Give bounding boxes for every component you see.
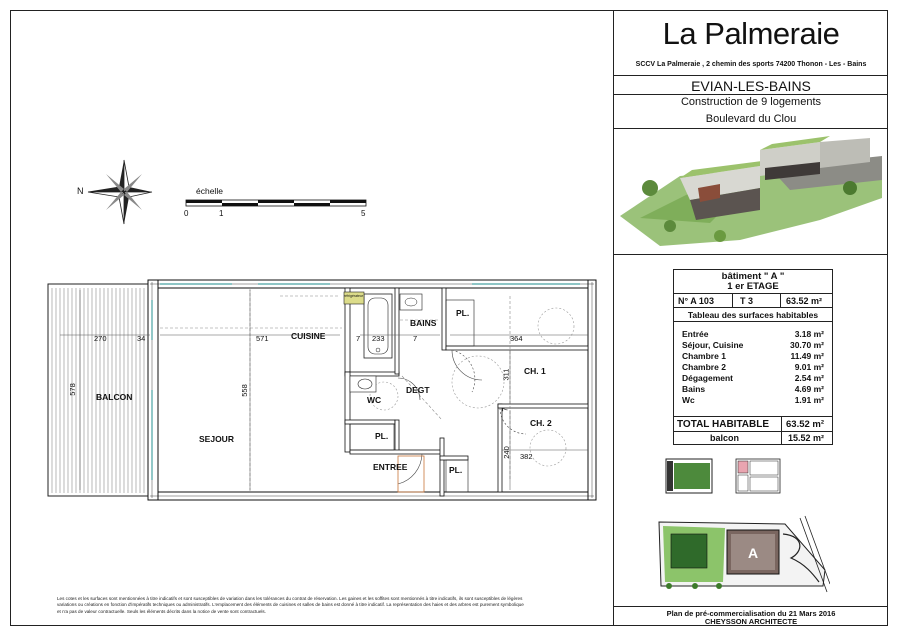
row-area: 9.01 m² [794, 362, 824, 372]
row-name: Chambre 1 [682, 351, 726, 361]
balcony-value: 15.52 m² [788, 433, 825, 443]
city-name: EVIAN-LES-BAINS [691, 78, 811, 94]
room-label-placard: PL. [449, 465, 463, 475]
disclaimer-text: Les cotes et les surfaces sont mentionnées à titre indicatifs et sont susceptibles de variation dans les tolérances du contrat de réservation. Les gaines et les soffites sont mentionnés à titre indicatifs, ils sont susceptibles de légères variations ou créations en fonction d'impératifs techniques ou administratifs. L'emplacement des éléments de cuisines et salles de bains est donné à titre indicatif. La représentation des haies et des arbres est purement symbolique et n'a pas de valeur contractuelle. Seuls les éléments décrits dans la notice de vente sont contractuels. [57, 596, 524, 614]
dimension-label: 240 [501, 446, 511, 459]
dimension-label: 578 [67, 383, 77, 396]
row-name: Chambre 2 [682, 362, 726, 372]
floor-label: 1 er ETAGE [727, 281, 779, 292]
plan-date: Plan de pré-commercialisation du 21 Mars 2016 [666, 609, 836, 618]
dimension-label: 311 [501, 368, 511, 381]
row-area: 3.18 m² [794, 329, 824, 339]
scale-tick: 0 [184, 209, 189, 218]
room-label-entree: ENTREE [373, 462, 408, 472]
total-value: 63.52 m² [786, 419, 825, 430]
room-label-cuisine: CUISINE [291, 331, 326, 341]
row-name: Wc [682, 395, 695, 405]
row-name: Bains [682, 384, 706, 394]
dimension-label: 364 [510, 334, 523, 343]
dimension-label: 7 [500, 407, 510, 412]
dimension-label: 233 [372, 334, 385, 343]
row-area: 11.49 m² [790, 351, 824, 361]
room-label-placard: PL. [456, 308, 470, 318]
total-label: TOTAL HABITABLE [677, 419, 770, 430]
row-area: 2.54 m² [794, 373, 824, 383]
room-label-placard: PL. [375, 431, 389, 441]
scale-tick: 1 [219, 209, 224, 218]
dimension-label: 7 [413, 334, 418, 343]
construction-text: Construction de 9 logements [680, 96, 822, 108]
row-name: Entrée [682, 329, 709, 339]
dimension-label: 7 [356, 334, 361, 343]
dimension-label: 270 [94, 334, 107, 343]
apartment-total: 63.52 m² [786, 296, 823, 306]
apartment-type: T 3 [740, 296, 754, 306]
dimension-label: 382 [520, 452, 533, 461]
site-building-label: A [747, 545, 759, 561]
room-label-wc: WC [367, 395, 382, 405]
section-title: Tableau des surfaces habitables [687, 310, 819, 320]
balcony-label: balcon [710, 433, 740, 443]
building-label: bâtiment " A " [721, 271, 785, 282]
room-label-balcon: BALCON [96, 392, 133, 402]
room-label-ch1: CH. 1 [524, 366, 546, 376]
row-area: 30.70 m² [789, 340, 824, 350]
dimension-label: 558 [239, 384, 249, 397]
room-label-ch2: CH. 2 [530, 418, 552, 428]
dimension-label: 571 [256, 334, 269, 343]
row-name: Séjour, Cuisine [682, 340, 744, 350]
row-area: 1.91 m² [794, 395, 824, 405]
street-name: Boulevard du Clou [705, 113, 797, 125]
project-title: La Palmeraie [662, 16, 840, 51]
scale-label: échelle [196, 186, 223, 196]
scale-tick: 5 [361, 209, 366, 218]
north-label: N [77, 186, 84, 196]
row-name: Dégagement [682, 373, 734, 383]
company-address: SCCV La Palmeraie , 2 chemin des sports 74200 Thonon - Les - Bains [635, 61, 867, 68]
fridge-label: réfrigérateur [344, 294, 364, 298]
room-label-degt: DEGT [406, 385, 430, 395]
dimension-label: 34 [137, 334, 146, 343]
architect-name: CHEYSSON ARCHITECTE [704, 617, 798, 626]
apartment-number: N° A 103 [678, 296, 714, 306]
room-label-sejour: SEJOUR [199, 434, 234, 444]
row-area: 4.69 m² [794, 384, 824, 394]
room-label-bains: BAINS [410, 318, 437, 328]
